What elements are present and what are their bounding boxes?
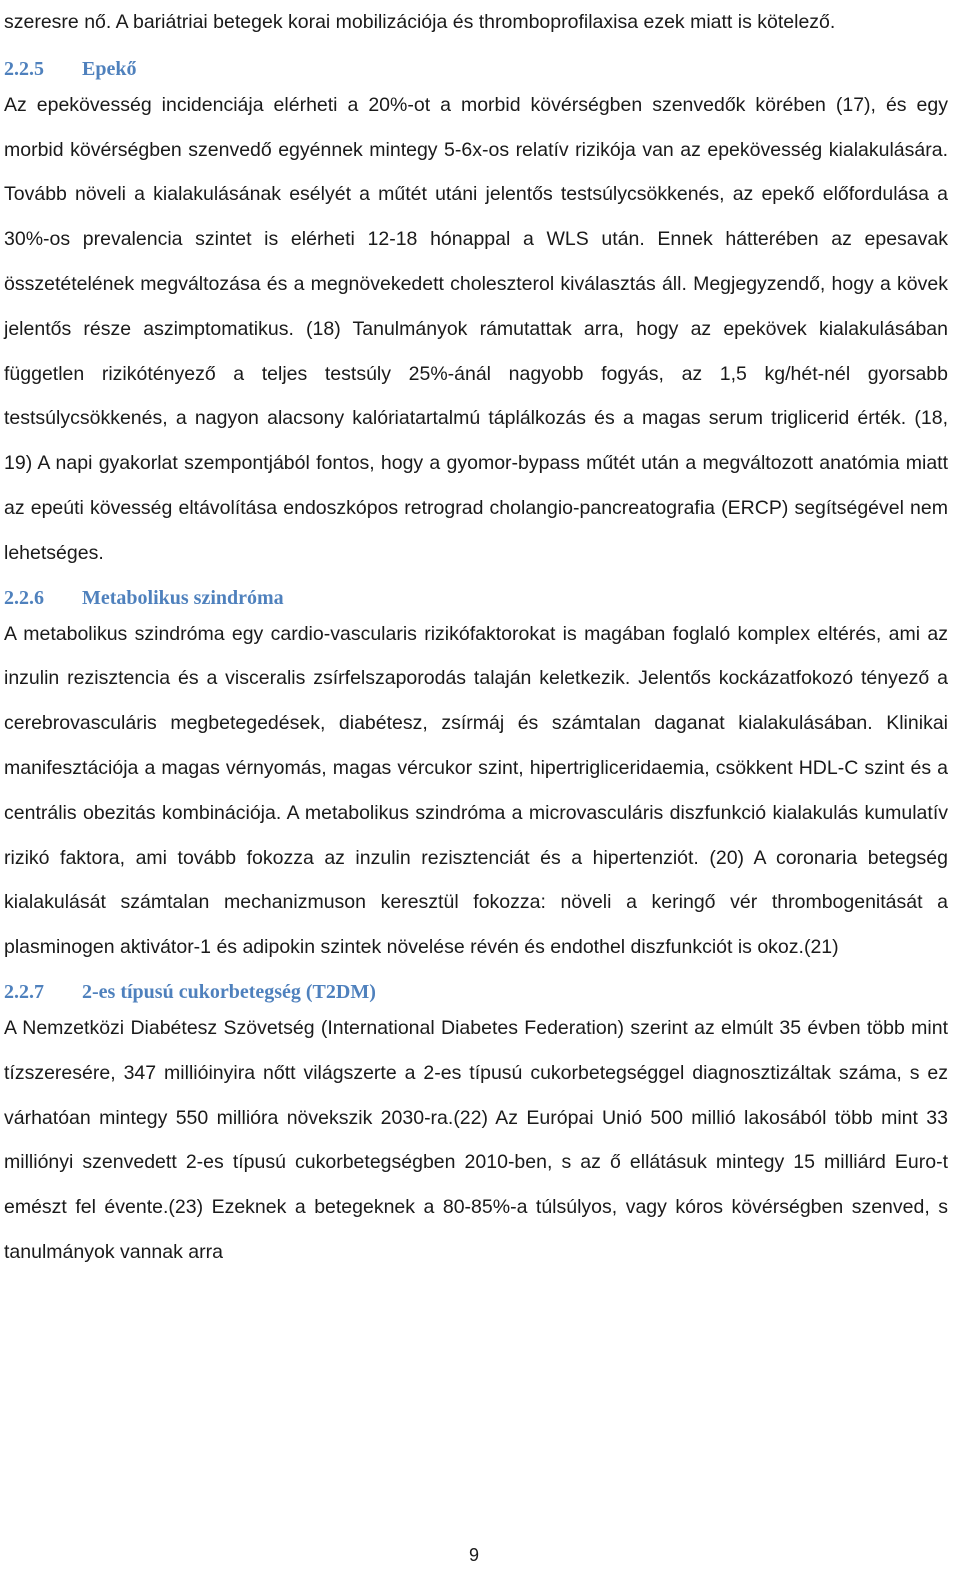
section-paragraph: A Nemzetközi Diabétesz Szövetség (International Diabetes Federation) szerint az elmúlt 35 évben több mint tízszeresére, 347 millióinyira nőtt világszerte a 2-es típusú cukorbetegséggel diagnosztizáltak száma, s ez várhatóan mintegy 550 millióra növekszik 2030-ra.(22) Az Európai Unió 500 millió lakosából több mint 33 milliónyi szenvedett 2-es típusú cukorbetegségben 2010-ben, s az ő ellátásuk mintegy 15 milliárd Euro-t emészt fel évente.(23) Ezeknek a betegeknek a 80-85%-a túlsúlyos, vagy kóros kövérségben szenved, s tanulmányok vannak arra	[4, 1016, 948, 1263]
spacer	[4, 576, 948, 584]
section-number: 2.2.6	[4, 586, 44, 609]
section-number: 2.2.7	[4, 980, 44, 1003]
page-number: 9	[468, 1545, 479, 1565]
section-heading	[4, 55, 948, 83]
spacer	[4, 970, 948, 978]
section-heading	[4, 584, 948, 612]
section-title: Epekő	[82, 57, 137, 80]
section-paragraph: A metabolikus szindróma egy cardio-vascularis rizikófaktorokat is magában foglaló komplex eltérés, ami az inzulin rezisztencia és a visceralis zsírfelszaporodás talaján keletkezik. Jelentős kockázatfokozó tényező a cerebrovasculáris megbetegedések, diabétesz, zsírmáj és számtalan daganat kialakulásában. Klinikai manifesztációja a magas vérnyomás, magas vércukor szint, hipertrigliceridaemia, csökkent HDL-C szint és a centrális obezitás kombinációja. A metabolikus szindróma a microvasculáris diszfunkció kialakulás kumulatív rizikó faktora, ami tovább fokozza az inzulin rezisztenciát és a hipertenziót. (20) A coronaria betegség kialakulását számtalan mechanizmuson keresztül fokozza: növeli a keringő vér thrombogenitását a plasminogen aktivátor-1 és adipokin szintek növelése révén és endothel diszfunkciót is okoz.(21)	[4, 622, 948, 959]
section-t2dm	[4, 978, 948, 1275]
section-number: 2.2.5	[4, 57, 44, 80]
document-page	[4, 0, 948, 1275]
section-metabolikus-szindroma	[4, 584, 948, 970]
section-title: 2-es típusú cukorbetegség (T2DM)	[82, 980, 376, 1003]
section-heading	[4, 978, 948, 1006]
section-epeko	[4, 55, 948, 576]
section-paragraph: Az epekövesség incidenciája elérheti a 20%-ot a morbid kövérségben szenvedők körében (17), és egy morbid kövérségben szenvedő egyénnek mintegy 5-6x-os relatív rizikója van az epekövesség kialakulására. Tovább növeli a kialakulásának esélyét a műtét utáni jelentős testsúlycsökkenés, az epekő előfordulása a 30%-os prevalencia szintet is elérheti 12-18 hónappal a WLS után. Ennek hátterében az epesavak összetételének megváltozása és a megnövekedett choleszterol kiválasztás áll. Megjegyzendő, hogy a kövek jelentős része aszimptomatikus. (18) Tanulmányok rámutattak arra, hogy az epekövek kialakulásában független rizikótényező a teljes testsúly 25%-ánál nagyobb fogyás, az 1,5 kg/hét-nél gyorsabb testsúlycsökkenés, a nagyon alacsony kalóriatartalmú táplálkozás és a magas serum triglicerid érték. (18, 19) A napi gyakorlat szempontjából fontos, hogy a gyomor-bypass műtét után a megváltozott anatómia miatt az epeúti kövesség eltávolítása endoszkópos retrograd cholangio-pancreatografia (ERCP) segítségével nem lehetséges.	[4, 93, 948, 564]
intro-paragraph: szeresre nő. A bariátriai betegek korai mobilizációja és thromboprofilaxisa ezek miatt is kötelező.	[4, 11, 836, 33]
section-title: Metabolikus szindróma	[82, 586, 284, 609]
spacer	[4, 45, 948, 55]
